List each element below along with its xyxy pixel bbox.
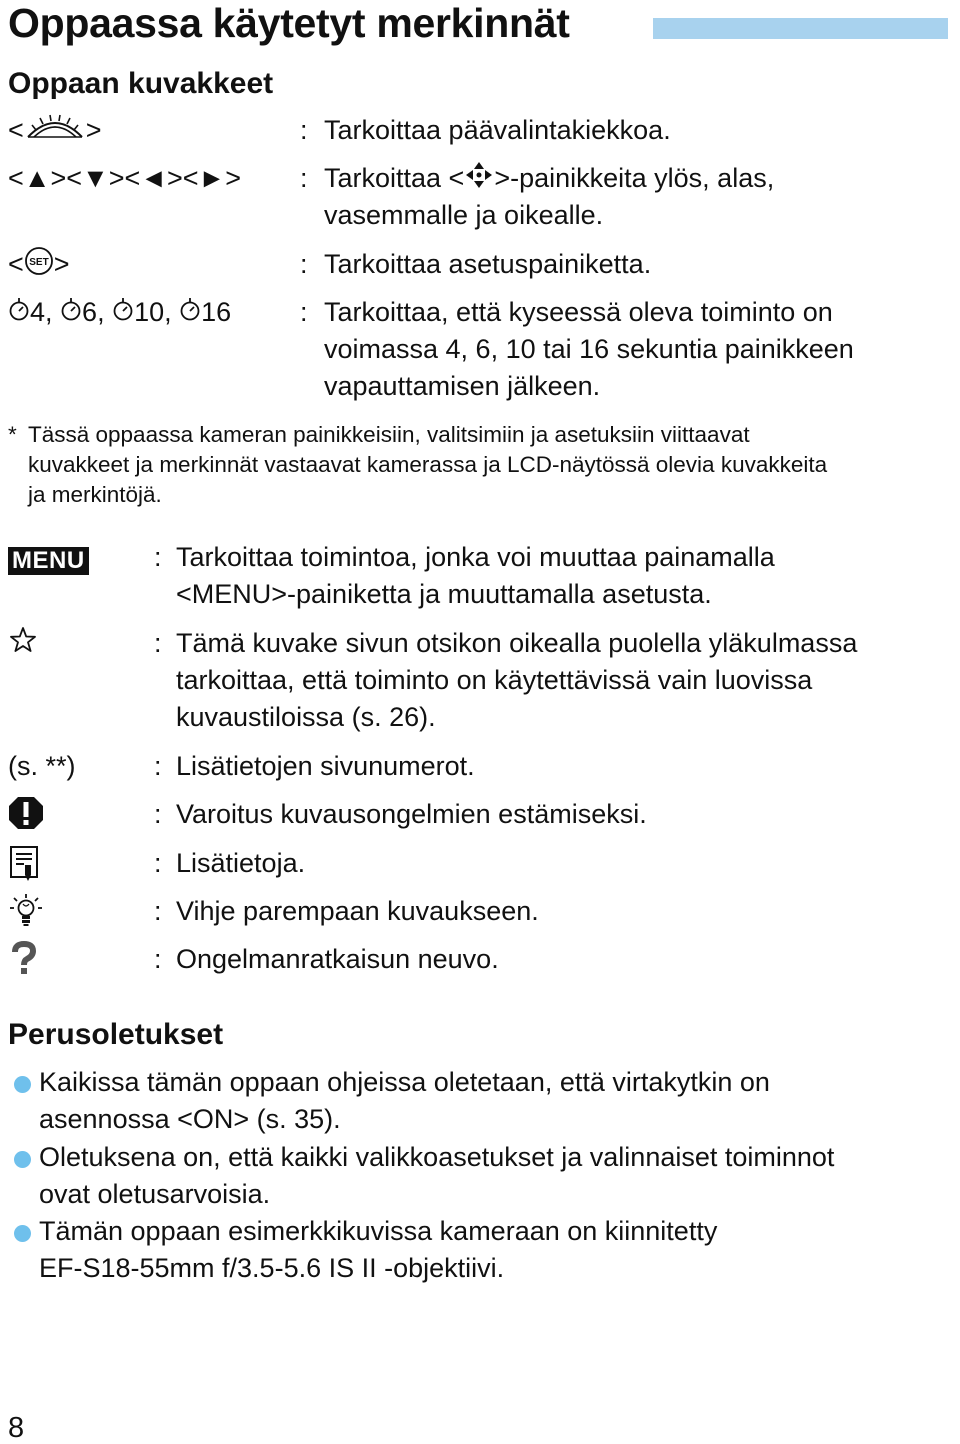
caution-icon — [8, 796, 44, 840]
timer-icon — [112, 295, 134, 332]
page-title: Oppaassa käytetyt merkinnät — [8, 0, 570, 46]
timer-icon — [8, 295, 30, 332]
icons-section-heading: Oppaan kuvakkeet — [8, 67, 274, 100]
title-accent-bar — [653, 18, 948, 39]
svg-text:SET: SET — [29, 257, 49, 268]
main-dial-icon — [24, 113, 86, 151]
title-row — [8, 0, 948, 48]
icon-key: < SET > — [8, 246, 70, 286]
bullet-icon — [14, 1225, 31, 1242]
icon-key: <▲><▼><◄><►> — [8, 163, 242, 193]
lightbulb-icon — [8, 893, 44, 937]
timer-icon — [60, 295, 82, 332]
icon-key: 4, 6, 10, 16 — [8, 294, 231, 332]
timer-icon — [179, 295, 201, 332]
bullet-icon — [14, 1151, 31, 1168]
bullet-icon — [14, 1076, 31, 1093]
memo-icon — [8, 845, 40, 893]
set-button-icon — [24, 246, 54, 286]
question-icon — [8, 941, 40, 985]
cross-keys-icon — [464, 160, 494, 200]
page-number: 8 — [8, 1412, 25, 1444]
icon-key: < > — [8, 112, 102, 151]
basics-heading: Perusoletukset — [8, 1018, 224, 1051]
star-icon — [8, 625, 38, 665]
menu-icon: MENU — [8, 547, 89, 575]
